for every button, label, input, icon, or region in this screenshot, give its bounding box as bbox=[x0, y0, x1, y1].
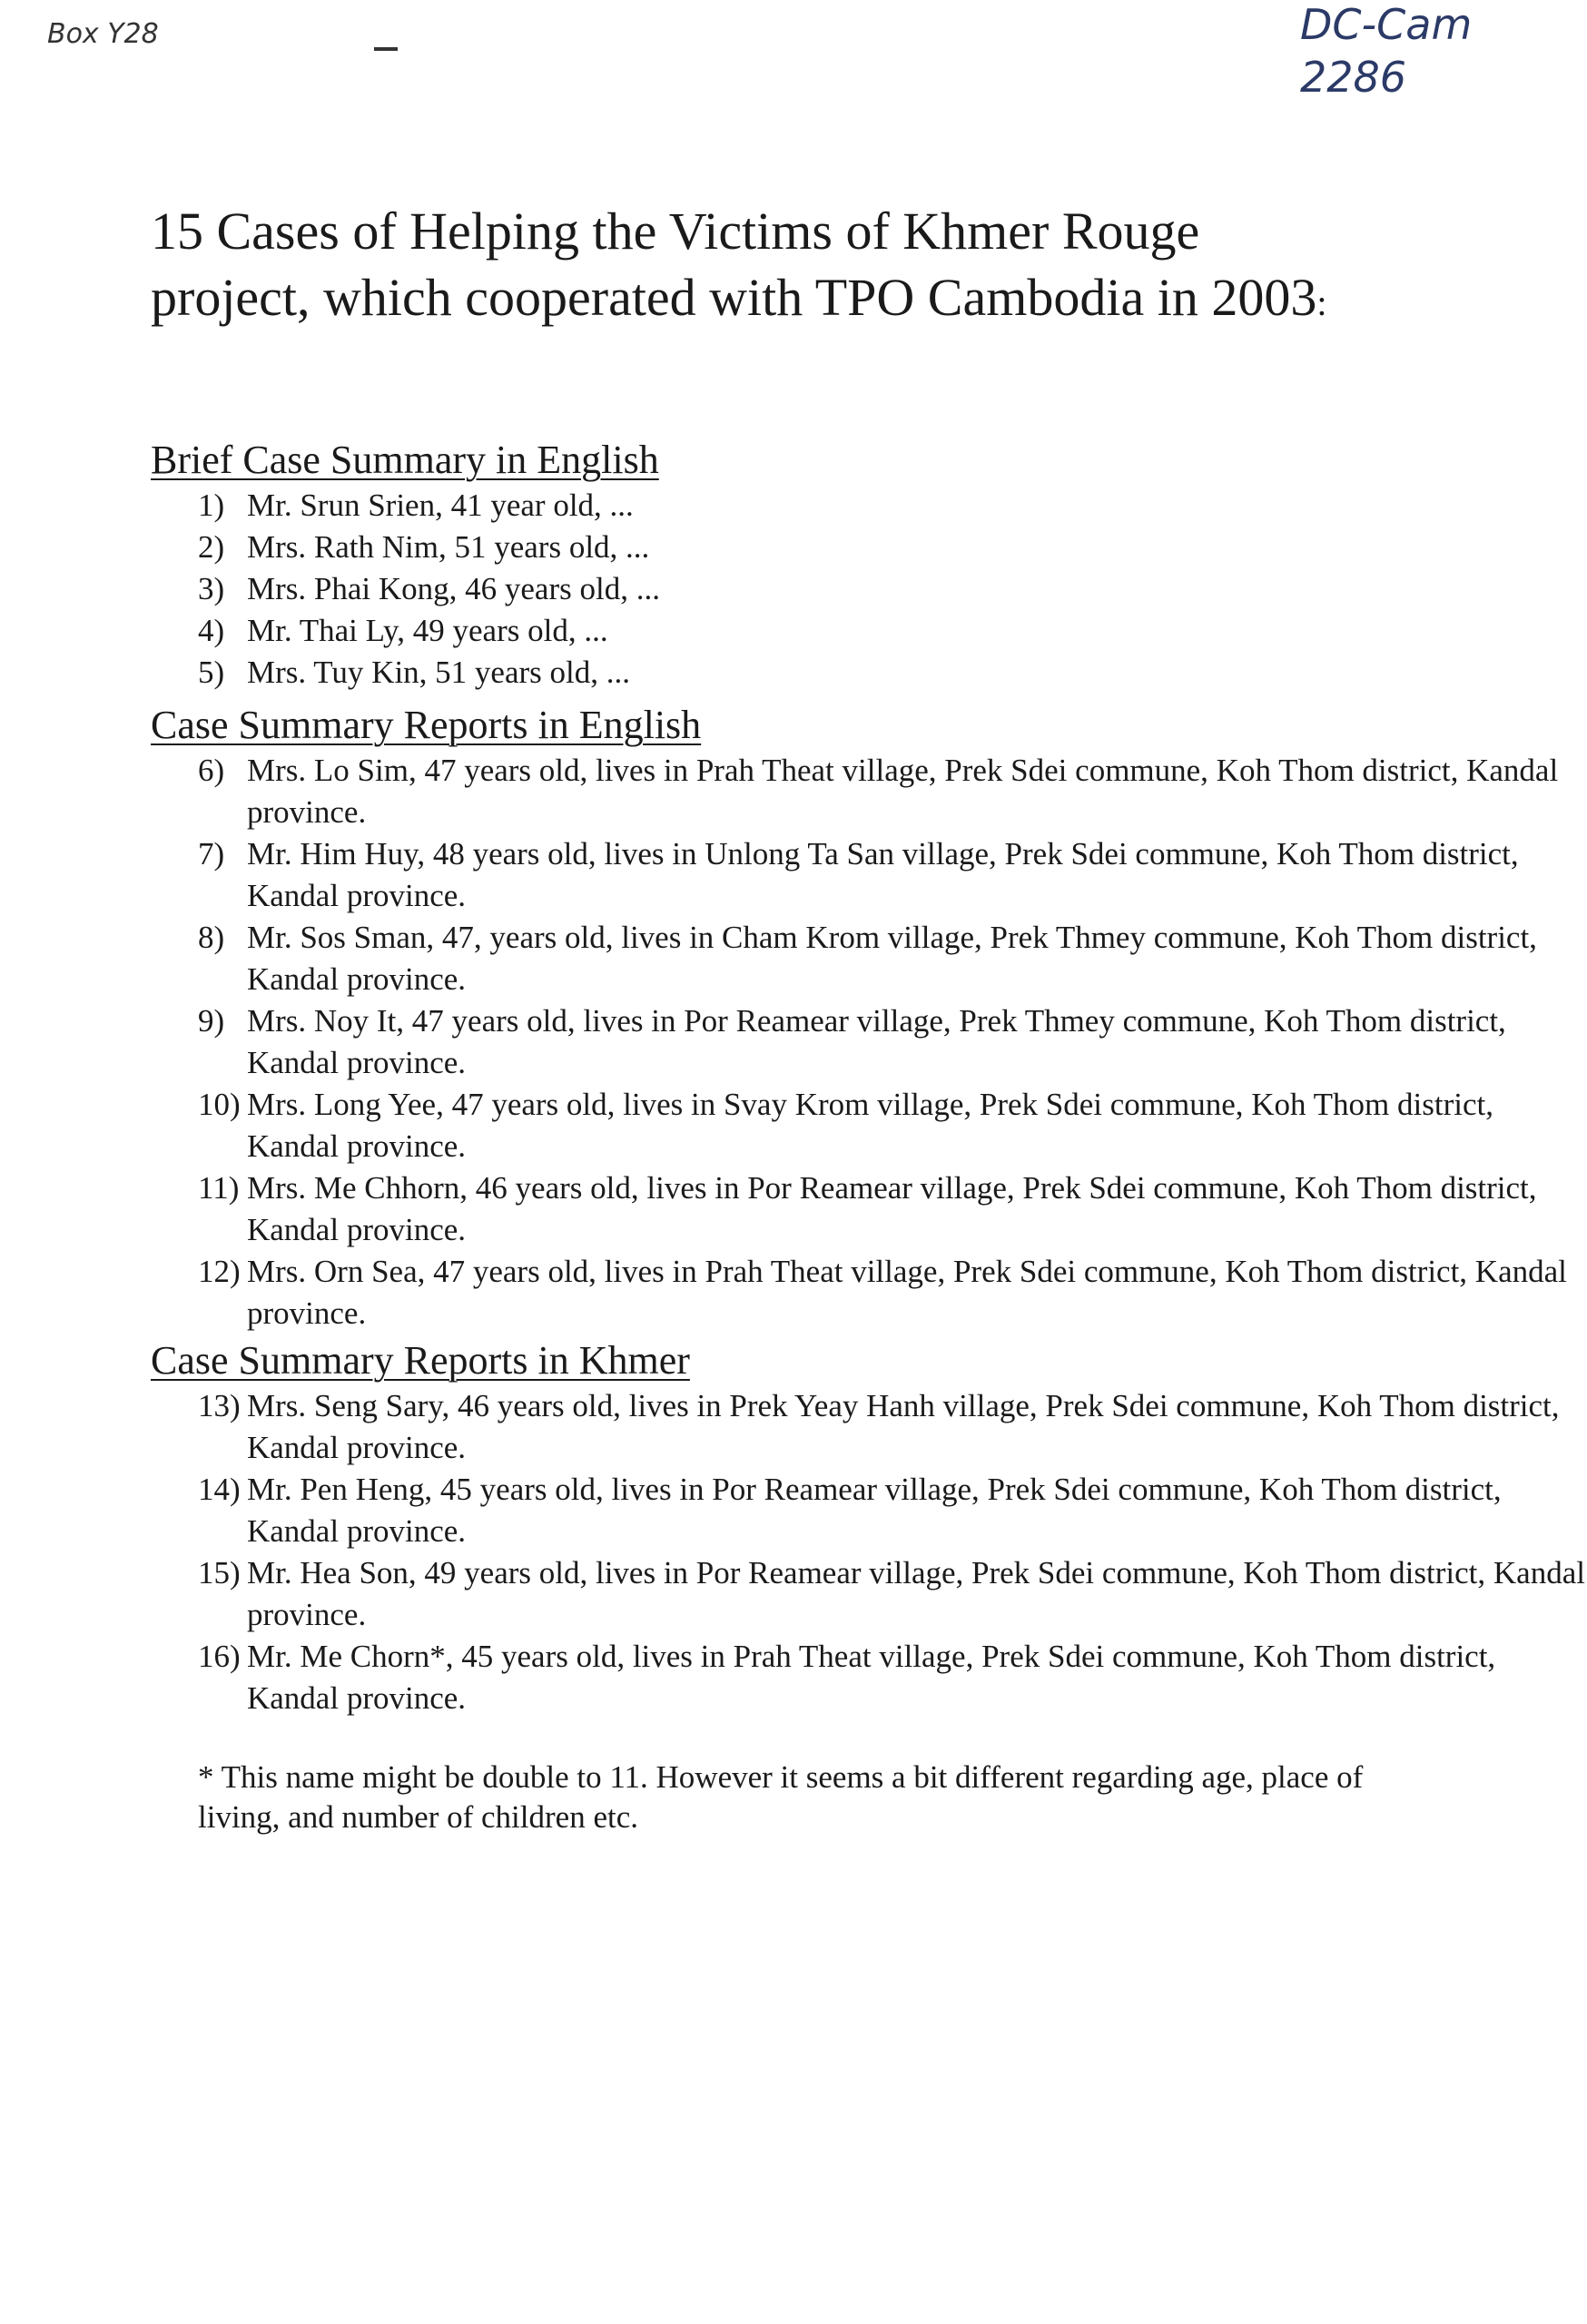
item-text: Mrs. Noy It, 47 years old, lives in Por Reamear village, Prek Thmey commune, Koh Thom district, Kandal province. bbox=[247, 1003, 1506, 1080]
item-number: 15) bbox=[198, 1555, 241, 1590]
item-text: Mrs. Seng Sary, 46 years old, lives in Prek Yeay Hanh village, Prek Sdei commune, Koh Thom district, Kandal province. bbox=[247, 1388, 1560, 1465]
item-text: Mr. Sos Sman, 47, years old, lives in Cham Krom village, Prek Thmey commune, Koh Thom district, Kandal province. bbox=[247, 920, 1537, 997]
handwritten-archive-number: 2286 bbox=[1300, 53, 1407, 102]
item-text: Mr. Pen Heng, 45 years old, lives in Por Reamear village, Prek Sdei commune, Koh Thom district, Kandal province. bbox=[247, 1472, 1502, 1549]
item-text: Mr. Srun Srien, 41 year old, ... bbox=[247, 487, 634, 523]
list-item bbox=[198, 652, 660, 694]
item-number: 16) bbox=[198, 1639, 241, 1674]
list-item bbox=[198, 1167, 1587, 1251]
item-text: Mrs. Long Yee, 47 years old, lives in Svay Krom village, Prek Sdei commune, Koh Thom district, Kandal province. bbox=[247, 1087, 1493, 1164]
document-title bbox=[151, 198, 1331, 336]
list-item bbox=[198, 527, 660, 568]
list-item bbox=[198, 485, 660, 527]
item-number: 7) bbox=[198, 836, 225, 872]
item-number: 1) bbox=[198, 487, 225, 523]
list-item bbox=[198, 1469, 1587, 1552]
list-item bbox=[198, 1552, 1587, 1636]
item-text: Mrs. Rath Nim, 51 years old, ... bbox=[247, 529, 650, 565]
item-number: 3) bbox=[198, 571, 225, 606]
item-number: 11) bbox=[198, 1170, 240, 1206]
item-text: Mr. Him Huy, 48 years old, lives in Unlong Ta San village, Prek Sdei commune, Koh Thom district, Kandal province. bbox=[247, 836, 1519, 913]
item-text: Mrs. Phai Kong, 46 years old, ... bbox=[247, 571, 660, 606]
item-number: 12) bbox=[198, 1254, 241, 1289]
list-item bbox=[198, 1385, 1587, 1469]
brief-case-list bbox=[198, 485, 660, 694]
pen-dash-mark bbox=[374, 47, 398, 51]
item-number: 4) bbox=[198, 613, 225, 648]
item-text: Mr. Thai Ly, 49 years old, ... bbox=[247, 613, 608, 648]
footnote: * This name might be double to 11. However it seems a bit different regarding age, place of living, and number of children etc. bbox=[198, 1759, 1364, 1835]
item-number: 8) bbox=[198, 920, 225, 955]
handwritten-box-note: Box Y28 bbox=[47, 18, 159, 50]
list-item bbox=[198, 1084, 1587, 1167]
item-text: Mr. Me Chorn*, 45 years old, lives in Prah Theat village, Prek Sdei commune, Koh Thom district, Kandal province. bbox=[247, 1639, 1496, 1716]
section-heading-khmer: Case Summary Reports in Khmer bbox=[151, 1338, 690, 1383]
handwritten-archive-code: DC-Cam bbox=[1300, 0, 1473, 49]
list-item bbox=[198, 1000, 1587, 1084]
item-number: 10) bbox=[198, 1087, 241, 1122]
english-case-list bbox=[198, 750, 1587, 1334]
section-heading-brief: Brief Case Summary in English bbox=[151, 438, 659, 482]
list-item bbox=[198, 1636, 1587, 1719]
khmer-case-list bbox=[198, 1385, 1587, 1719]
item-text: Mrs. Lo Sim, 47 years old, lives in Prah Theat village, Prek Sdei commune, Koh Thom district, Kandal province. bbox=[247, 753, 1559, 830]
document-title-text: 15 Cases of Helping the Victims of Khmer Rouge project, which cooperated with TPO Cambodia in 2003 bbox=[151, 202, 1317, 327]
item-text: Mrs. Me Chhorn, 46 years old, lives in Por Reamear village, Prek Sdei commune, Koh Thom district, Kandal province. bbox=[247, 1170, 1537, 1247]
list-item bbox=[198, 1251, 1587, 1334]
item-text: Mr. Hea Son, 49 years old, lives in Por Reamear village, Prek Sdei commune, Koh Thom district, Kandal province. bbox=[247, 1555, 1585, 1632]
title-colon: : bbox=[1316, 282, 1327, 323]
list-item bbox=[198, 750, 1587, 833]
list-item bbox=[198, 610, 660, 652]
section-heading-english: Case Summary Reports in English bbox=[151, 703, 702, 747]
list-item bbox=[198, 917, 1587, 1000]
item-number: 9) bbox=[198, 1003, 225, 1039]
item-text: Mrs. Orn Sea, 47 years old, lives in Prah Theat village, Prek Sdei commune, Koh Thom district, Kandal province. bbox=[247, 1254, 1567, 1331]
list-item bbox=[198, 833, 1587, 917]
item-text: Mrs. Tuy Kin, 51 years old, ... bbox=[247, 655, 630, 690]
item-number: 5) bbox=[198, 655, 225, 690]
item-number: 2) bbox=[198, 529, 225, 565]
list-item bbox=[198, 568, 660, 610]
item-number: 6) bbox=[198, 753, 225, 788]
item-number: 14) bbox=[198, 1472, 241, 1507]
item-number: 13) bbox=[198, 1388, 241, 1423]
